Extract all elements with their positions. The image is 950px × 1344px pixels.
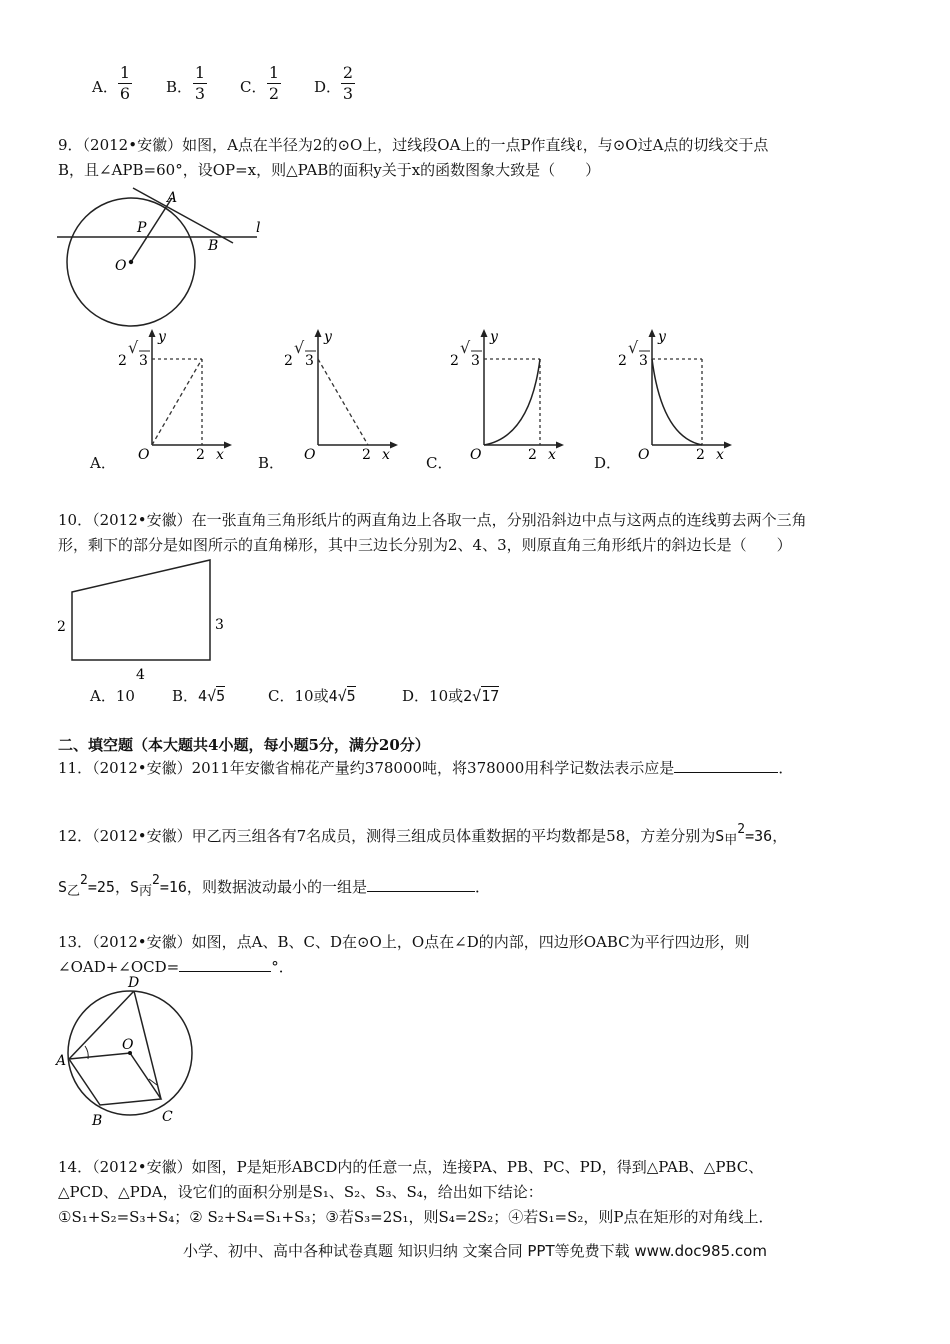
svg-text:O: O <box>638 447 650 463</box>
svg-text:3: 3 <box>139 353 148 369</box>
q10-option-c-label: C． <box>268 687 295 705</box>
svg-text:3: 3 <box>639 353 648 369</box>
svg-text:y: y <box>658 329 666 345</box>
svg-text:y: y <box>324 329 332 345</box>
svg-text:2: 2 <box>118 353 127 369</box>
graph-b-curve <box>318 359 368 445</box>
q8-option-a-fraction: 1 6 <box>119 63 131 103</box>
svg-text:√: √ <box>460 338 471 357</box>
q8-option-b-label: B． <box>166 78 193 96</box>
q14-line2: △PCD、△PDA，设它们的面积分别是S₁、S₂、S₃、S₄，给出如下结论： <box>58 1183 543 1201</box>
svg-text:3: 3 <box>305 353 314 369</box>
svg-text:x: x <box>382 447 390 463</box>
svg-text:3: 3 <box>471 353 480 369</box>
svg-text:O: O <box>304 447 316 463</box>
graph-d-curve <box>652 359 702 445</box>
svg-text:x: x <box>548 447 556 463</box>
svg-text:y: y <box>490 329 498 345</box>
svg-text:2: 2 <box>618 353 627 369</box>
q10-option-a-value: 10 <box>115 687 135 705</box>
svg-text:y: y <box>158 329 166 345</box>
label-a: A <box>167 190 178 206</box>
svg-text:O: O <box>470 447 482 463</box>
svg-text:2: 2 <box>284 353 293 369</box>
q9-graph-b <box>276 325 401 463</box>
q12-text: 12．（2012•安徽）甲乙丙三组各有7名成员，测得三组成员体重数据的平均数都是58，方差分别为 <box>58 827 716 845</box>
q12-answer-blank[interactable] <box>367 891 475 892</box>
label-a: A <box>56 1053 67 1069</box>
q11-text: 11．（2012•安徽）2011年安徽省棉花产量约378000吨，将378000用科学记数法表示应是 <box>58 759 675 777</box>
q9-circle-figure <box>55 180 270 335</box>
q14-line1: 14．（2012•安徽）如图，P是矩形ABCD内的任意一点，连接PA、PB、PC、PD，得到△PAB、△PBC、 <box>58 1158 764 1176</box>
svg-text:x: x <box>716 447 724 463</box>
section-2-heading: 二、填空题（本大题共4小题，每小题5分，满分20分） <box>58 736 430 754</box>
point-o <box>129 260 133 264</box>
q9-option-b: B． <box>258 454 285 472</box>
q13-answer-blank[interactable] <box>179 971 271 972</box>
q8-option-a-label: A． <box>92 78 118 96</box>
svg-text:√: √ <box>294 338 305 357</box>
q13-line2: ∠OAD+∠OCD= °． <box>58 958 294 976</box>
trapezoid <box>72 560 210 660</box>
q10-line1: 10．（2012•安徽）在一张直角三角形纸片的两直角边上各取一点，分别沿斜边中点与这两点的连线剪去两个三角 <box>58 511 807 529</box>
q10-option-c-coef: 4 <box>328 687 338 705</box>
q10-option-c-radicand: 5 <box>346 687 356 705</box>
q10-trapezoid-figure <box>52 555 232 683</box>
q8-option-d-label: D． <box>314 78 342 96</box>
q9-graph-a <box>110 325 235 463</box>
q10-option-d-label: D． <box>402 687 430 705</box>
label-o: O <box>122 1037 134 1053</box>
q10-option-b-label: B． <box>172 687 199 705</box>
label-o: O <box>115 258 127 274</box>
q8-option-d-fraction: 2 3 <box>342 63 354 103</box>
q10-option-d-text: 10或 <box>429 687 464 705</box>
q9-option-a: A． <box>90 454 116 472</box>
q9-option-c: C． <box>426 454 453 472</box>
parallelogram-oabc <box>69 1053 161 1105</box>
label-b: B <box>208 238 219 254</box>
side-right-label: 3 <box>215 617 224 633</box>
svg-text:O: O <box>138 447 150 463</box>
label-p: P <box>137 220 147 236</box>
svg-text:2: 2 <box>696 447 705 463</box>
q10-line2: 形，剩下的部分是如图所示的直角梯形，其中三边长分别为2、4、3，则原直角三角形纸片的斜边长是（ ） <box>58 536 792 554</box>
q10-option-d-coef: 2 <box>463 687 473 705</box>
q12-line2: S乙2=25，S丙2=16，则数据波动最小的一组是 ． <box>58 873 490 899</box>
q10-option-c-text: 10或 <box>294 687 329 705</box>
svg-text:x: x <box>216 447 224 463</box>
q10-option-a-label: A． <box>90 687 116 705</box>
svg-text:2: 2 <box>528 447 537 463</box>
label-d: D <box>128 975 140 991</box>
q13-line1: 13．（2012•安徽）如图，点A、B、C、D在⊙O上，O点在∠D的内部，四边形OABC为平行四边形，则 <box>58 933 750 951</box>
svg-text:√: √ <box>628 338 639 357</box>
q13-circle-figure <box>52 975 202 1135</box>
q11-line: 11．（2012•安徽）2011年安徽省棉花产量约378000吨，将378000用科学记数法表示应是 ． <box>58 759 794 777</box>
q8-option-c-fraction: 1 2 <box>268 63 280 103</box>
q10-option-d-radicand: 17 <box>481 687 500 705</box>
q14-line3: ①S₁+S₂=S₃+S₄；② S₂+S₄=S₁+S₃；③若S₃=2S₁，则S₄=2S₂；④若S₁=S₂，则P点在矩形的对角线上． <box>58 1208 774 1226</box>
q12-line1: 12．（2012•安徽）甲乙丙三组各有7名成员，测得三组成员体重数据的平均数都是58，方差分别为S甲2=36， <box>58 822 788 848</box>
q9-option-d: D． <box>594 454 622 472</box>
q10-option-b-radicand: 5 <box>216 687 226 705</box>
q8-option-c-label: C． <box>240 78 267 96</box>
q10-option-b-coef: 4 <box>198 687 208 705</box>
q9-graph-c <box>442 325 567 463</box>
side-bottom-label: 4 <box>136 667 145 683</box>
side-left-label: 2 <box>57 619 66 635</box>
label-l: l <box>256 220 261 236</box>
svg-text:√: √ <box>128 338 139 357</box>
q9-line2: B，且∠APB=60°，设OP=x，则△PAB的面积y关于x的函数图象大致是（ ） <box>58 161 601 179</box>
q9-graph-d <box>610 325 735 463</box>
graph-c-curve <box>484 359 540 445</box>
graph-a-curve <box>152 359 202 445</box>
svg-text:2: 2 <box>196 447 205 463</box>
svg-text:2: 2 <box>362 447 371 463</box>
label-b: B <box>92 1113 103 1129</box>
label-c: C <box>162 1109 173 1125</box>
q11-answer-blank[interactable] <box>674 772 778 773</box>
svg-text:2: 2 <box>450 353 459 369</box>
q9-line1: 9．（2012•安徽）如图，A点在半径为2的⊙O上，过线段OA上的一点P作直线ℓ，与⊙O过A点的切线交于点 <box>58 136 769 154</box>
q8-option-b-fraction: 1 3 <box>194 63 206 103</box>
page-footer: 小学、初中、高中各种试卷真题 知识归纳 文案合同 PPT等免费下载 www.doc985.com <box>183 1242 767 1260</box>
